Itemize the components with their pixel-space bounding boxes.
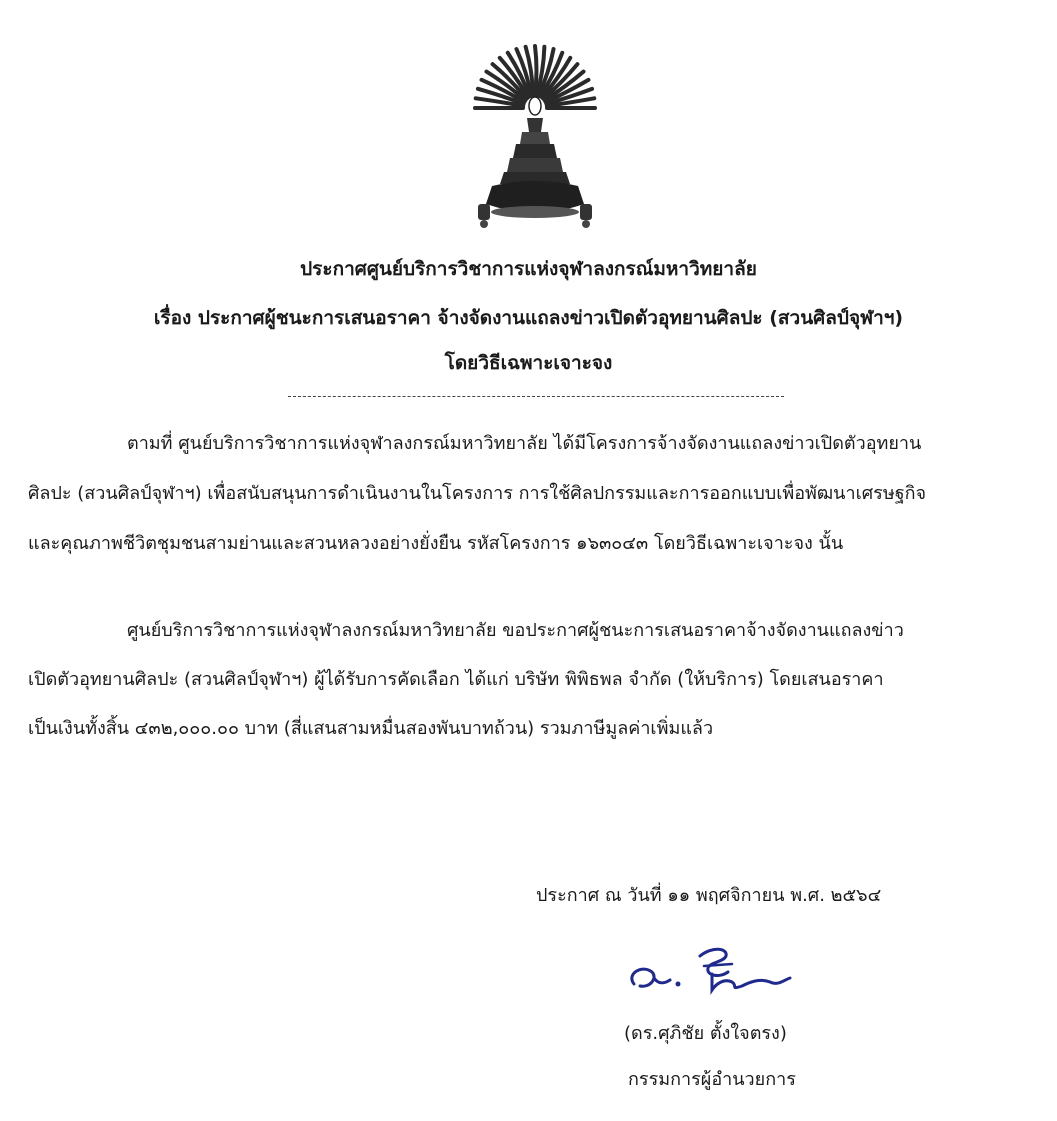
paragraph1-line: ศิลปะ (สวนศิลป์จุฬาฯ) เพื่อสนับสนุนการดำเนินงานในโครงการ การใช้ศิลปกรรมและการออกแบบเพื่อพัฒนาเศรษฐกิจ	[28, 483, 927, 504]
paragraph1-line: ตามที่ ศูนย์บริการวิชาการแห่งจุฬาลงกรณ์มหาวิทยาลัย ได้มีโครงการจ้างจัดงานแถลงข่าวเปิดตัวอุทยาน	[127, 433, 922, 454]
paragraph2-line: เป็นเงินทั้งสิ้น ๔๓๒,๐๐๐.๐๐ บาท (สี่แสนสามหมื่นสองพันบาทถ้วน) รวมภาษีมูลค่าเพิ่มแล้ว	[28, 718, 714, 739]
signatory-name: (ดร.ศุภิชัย ตั้งใจตรง)	[624, 1023, 787, 1044]
announcement-subject: เรื่อง ประกาศผู้ชนะการเสนอราคา จ้างจัดงานแถลงข่าวเปิดตัวอุทยานศิลปะ (สวนศิลป์จุฬาฯ)	[153, 307, 904, 329]
announcement-date: ประกาศ ณ วันที่ ๑๑ พฤศจิกายน พ.ศ. ๒๕๖๔	[536, 885, 882, 906]
announcement-heading: ประกาศศูนย์บริการวิชาการแห่งจุฬาลงกรณ์มหาวิทยาลัย	[300, 258, 757, 280]
paragraph2-line: ศูนย์บริการวิชาการแห่งจุฬาลงกรณ์มหาวิทยาลัย ขอประกาศผู้ชนะการเสนอราคาจ้างจัดงานแถลงข่าว	[127, 620, 904, 641]
signature-icon	[620, 938, 810, 1002]
signatory-title: กรรมการผู้อำนวยการ	[628, 1069, 796, 1090]
paragraph1-line: และคุณภาพชีวิตชุมชนสามย่านและสวนหลวงอย่างยั่งยืน รหัสโครงการ ๑๖๓๐๔๓ โดยวิธีเฉพาะเจาะจง นั้น	[28, 533, 844, 554]
paragraph2-line: เปิดตัวอุทยานศิลปะ (สวนศิลป์จุฬาฯ) ผู้ได้รับการคัดเลือก ได้แก่ บริษัท พิพิธพล จำกัด (ให้บริการ) โดยเสนอราคา	[28, 669, 884, 690]
university-emblem-icon	[464, 36, 606, 236]
divider-line	[288, 396, 784, 397]
procurement-method: โดยวิธีเฉพาะเจาะจง	[444, 352, 613, 374]
